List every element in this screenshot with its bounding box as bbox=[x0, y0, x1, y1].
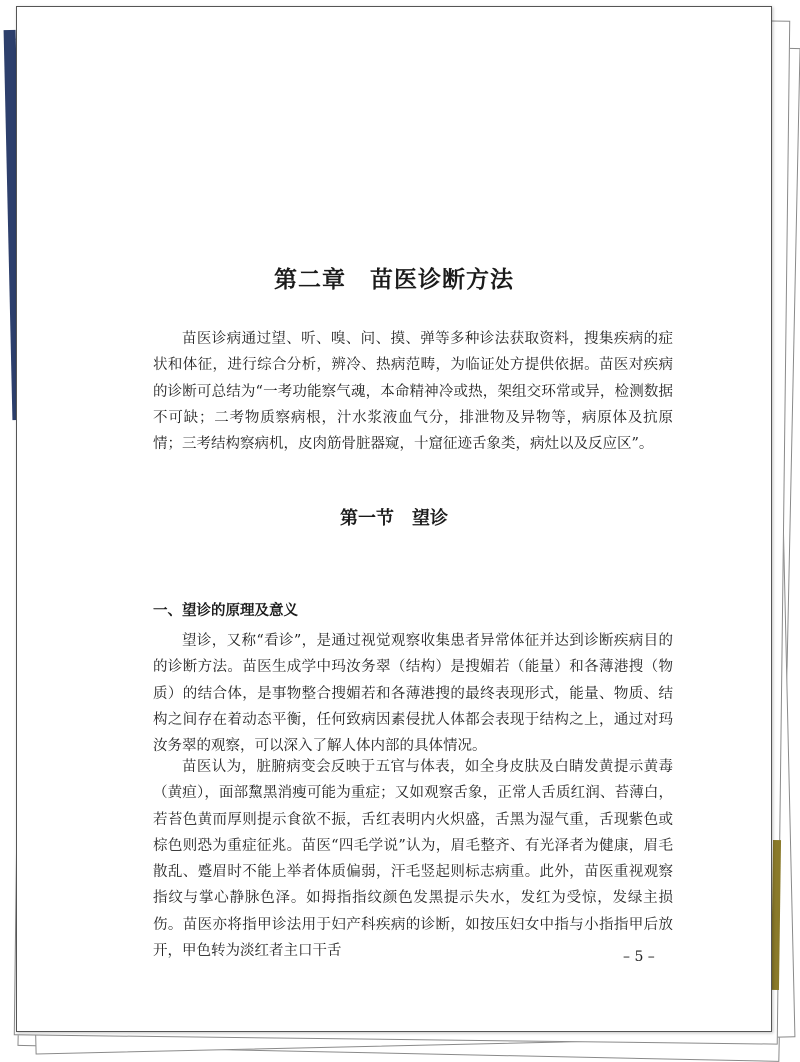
subsection-title: 一、望诊的原理及意义 bbox=[153, 603, 298, 619]
document-page bbox=[16, 6, 772, 1032]
body-paragraph: 望诊，又称“看诊”，是通过视觉观察收集患者异常体征并达到诊断疾病目的的诊断方法。苗医生成学中玛汝务翠（结构）是搜媚若（能量）和各薄港搜（物质）的结合体，是事物整合搜媚若和各薄港搜的最终表现形式，能量、物质、结构之间存在着动态平衡，任何致病因素侵扰人体都会表现于结构之上，通过对玛汝务翠的观察，可以深入了解人体内部的具体情况。 bbox=[153, 633, 673, 755]
page-number: – 5 – bbox=[623, 949, 655, 965]
chapter-title: 第二章 苗医诊断方法 bbox=[274, 267, 514, 293]
intro-paragraph: 苗医诊病通过望、听、嗅、问、摸、弹等多种诊法获取资料，搜集疾病的症状和体征，进行综合分析，辨冷、热病范畴，为临证处方提供依据。苗医对疾病的诊断可总结为“一考功能察气魂，本命精神冷或热，架组交环常或异，检测数据不可缺；二考物质察病根，汁水浆液血气分，排泄物及异物等，病原体及抗原情；三考结构察病机，皮肉筋骨脏器窥，十窟征迹舌象类，病灶以及反应区”。 bbox=[153, 331, 673, 453]
body-paragraph: 苗医认为，脏腑病变会反映于五官与体表，如全身皮肤及白睛发黄提示黄毒（黄疸），面部黧黑消瘦可能为重症；又如观察舌象，正常人舌质红润、苔薄白，若苔色黄而厚则提示食欲不振，舌红表明内火炽盛，舌黑为湿气重，舌现紫色或棕色则恐为重症征兆。苗医“四毛学说”认为，眉毛整齐、有光泽者为健康，眉毛散乱、蹙眉时不能上举者体质偏弱，汗毛竖起则标志病重。此外，苗医重视观察指纹与掌心静脉色泽。如拇指指纹颜色发黑提示失水，发红为受惊，发绿主损伤。苗医亦将指甲诊法用于妇产科疾病的诊断，如按压妇女中指与小指指甲后放开，甲色转为淡红者主口干舌 bbox=[153, 759, 673, 960]
section-title: 第一节 望诊 bbox=[340, 508, 448, 529]
